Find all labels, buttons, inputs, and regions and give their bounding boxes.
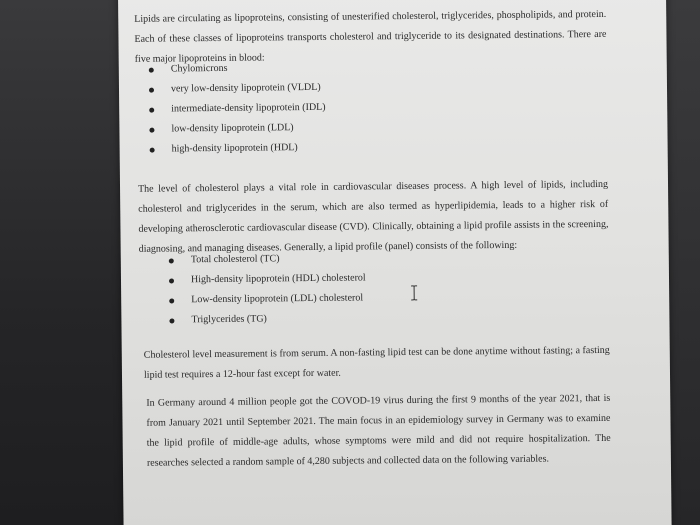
list-item-label: low-density lipoprotein (LDL) [171,122,294,135]
document-page [118,0,672,525]
bullet-dot-icon [169,318,174,323]
lipid-profile-list [169,248,367,330]
bullet-dot-icon [169,298,174,303]
bullet-dot-icon [150,148,155,153]
list-item [149,78,326,100]
list-item-label: Total cholesterol (TC) [190,253,280,266]
paragraph-cholesterol-role: The level of cholesterol plays a vital role in cardiovascular diseases process. A high level of lipids, including cholesterol and triglycerides in the serum, which are also termed as hyperlipidemia, leads to a higher risk of developing atherosclerotic cardiovascular disease (CVD). Clinically, obtaining a lipid profile assists in the screening, diagnosing, and managing diseases. Generally, a lipid profile (panel) consists of the following: [137,178,609,255]
bullet-dot-icon [169,278,174,283]
list-item-label: High-density lipoprotein (HDL) cholesterol [190,272,366,286]
paragraph-germany-survey: In Germany around 4 million people got the COVOD-19 virus during the first 9 months of the year 2021, that is from January 2021 until September 2021. The main focus in an epidemiology survey in Germany was to examine the lipid profile of middle-age adults, whose symptoms were mild and did not require hospitalization. The researches selected a random sample of 4,280 subjects and collected data on the following variables. [146,392,611,469]
bullet-dot-icon [149,108,154,113]
paragraph-measurement: Cholesterol level measurement is from serum. A non-fasting lipid test can be done anytime without fasting; a fasting lipid test requires a 12-hour fast except for water. [143,344,610,381]
list-item [169,248,366,270]
list-item-label: intermediate-density lipoprotein (IDL) [171,101,326,115]
lipoprotein-list [149,58,326,160]
bullet-dot-icon [149,68,154,73]
list-item [169,288,366,310]
list-item [149,58,326,80]
paragraph-lipoproteins-intro: Lipids are circulating as lipoproteins, consisting of unesterified cholesterol, triglycerides, phospholipids, and protein. Each of these classes of lipoproteins transports cholesterol and triglyceride to its designated destinations. There are five major lipoproteins in blood: [134,8,607,65]
list-item [169,308,366,330]
bullet-dot-icon [149,128,154,133]
list-item-label: Low-density lipoprotein (LDL) cholesterol [191,292,364,306]
list-item-label: Chylomicrons [170,62,228,75]
bullet-dot-icon [149,88,154,93]
list-item-label: Triglycerides (TG) [191,313,267,326]
list-item [149,98,326,120]
list-item-label: very low-density lipoprotein (VLDL) [170,81,321,95]
desk-background-left [0,0,125,525]
list-item [149,118,326,140]
list-item [169,268,366,290]
text-cursor-icon [409,285,419,301]
list-item-label: high-density lipoprotein (HDL) [171,142,298,155]
bullet-dot-icon [169,258,174,263]
list-item [150,138,327,160]
